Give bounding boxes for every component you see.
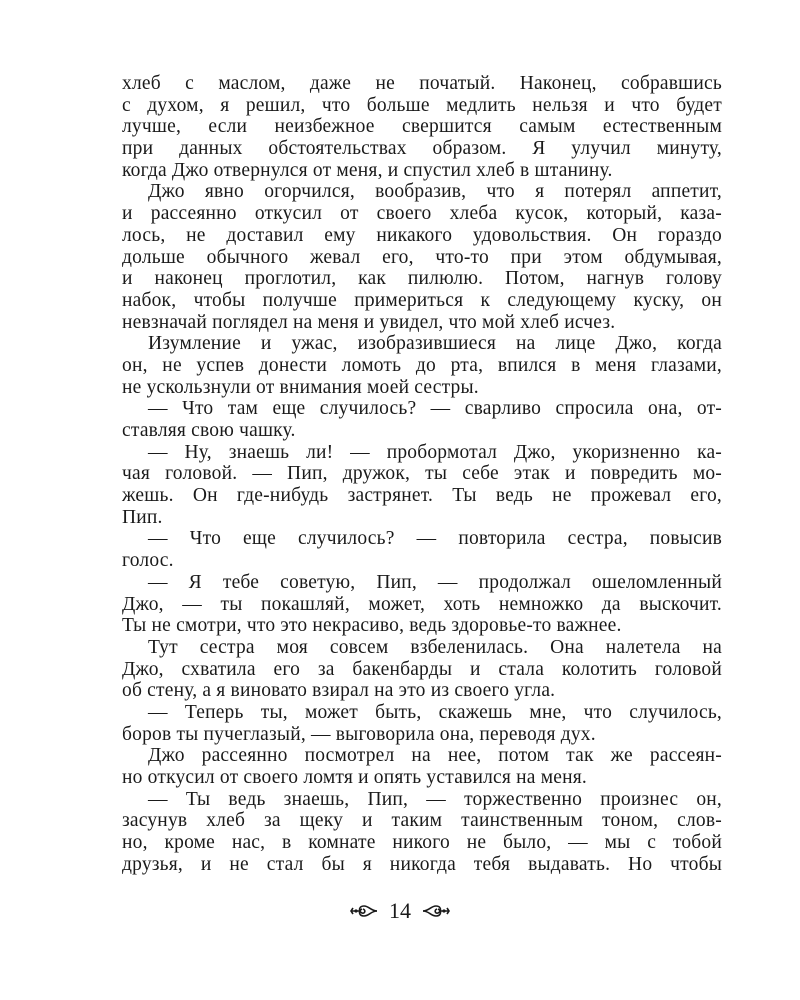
text-line: Пип. [122,506,163,528]
ornament-left-icon [349,902,379,920]
text-line: лось, не доставил ему никакого удовольствия. Он гораздо [122,224,722,246]
text-line: — Что еще случилось? — повторила сестра, повысив [148,528,722,550]
page-body [122,73,722,875]
text-line: Изумление и ужас, изобразившиеся на лице Джо, когда [148,333,722,355]
text-line: с духом, я решил, что больше медлить нельзя и что будет [122,94,722,116]
text-line: Ты не смотри, что это некрасиво, ведь здоровье-то важнее. [122,615,622,637]
text-line: — Я тебе советую, Пип, — продолжал ошеломленный [148,571,722,593]
text-line: но, кроме нас, в комнате никого не было, — мы с тобой [122,832,722,854]
ornament-right-icon [421,902,451,920]
text-line: дольше обычного жевал его, что-то при этом обдумывая, [122,246,722,268]
text-line: но откусил от своего ломтя и опять уставился на меня. [122,767,587,788]
text-line: чая головой. — Пип, дружок, ты себе этак и повредить мо- [122,463,722,485]
text-line: — Что там еще случилось? — сварливо спросила она, от- [148,398,722,420]
text-line: жешь. Он где-нибудь застрянет. Ты ведь не прожевал его, [122,485,722,507]
text-line: голос. [122,550,174,572]
text-line: Джо, — ты покашляй, может, хоть немножко да выскочит. [122,593,722,615]
text-line: об стену, а я виновато взирал на это из своего угла. [122,680,556,702]
text-line: лучше, если неизбежное свершится самым естественным [122,116,722,138]
text-line: — Ты ведь знаешь, Пип, — торжественно произнес он, [148,788,722,810]
text-line: Джо явно огорчился, вообразив, что я потерял аппетит, [148,181,722,203]
text-line: Джо рассеянно посмотрел на нее, потом так же рассеян- [148,745,722,767]
text-line: и наконец проглотил, как пилюлю. Потом, нагнув голову [122,268,722,290]
text-line: не ускользнули от внимания моей сестры. [122,376,479,398]
page-footer [0,898,800,924]
text-line: при данных обстоятельствах образом. Я улучил минуту, [122,138,722,160]
text-line: — Теперь ты, может быть, скажешь мне, что случилось, [148,701,722,723]
text-line: когда Джо отвернулся от меня, и спустил хлеб в штанину. [122,159,613,181]
text-line: Джо, схватила его за бакенбарды и стала колотить головой [122,658,722,680]
text-line: друзья, и не стал бы я никогда тебя выдавать. Но чтобы [122,853,722,875]
text-line: боров ты пучеглазый, — выговорила она, переводя дух. [122,723,596,745]
text-line: Тут сестра моя совсем взбеленилась. Она налетела на [148,636,722,658]
page-number: 14 [389,898,411,923]
text-line: невзначай поглядел на меня и увидел, что мой хлеб исчез. [122,311,616,333]
text-line: и рассеянно откусил от своего хлеба кусок, который, каза- [122,203,722,225]
text-line: он, не успев донести ломоть до рта, впился в меня глазами, [122,354,722,376]
text-line: — Ну, знаешь ли! — пробормотал Джо, укоризненно ка- [148,441,722,463]
text-line: набок, чтобы получше примериться к следующему куску, он [122,289,722,311]
text-line: ставляя свою чашку. [122,420,296,441]
text-line: засунув хлеб за щеку и таким таинственным тоном, слов- [122,810,722,832]
text-line: хлеб с маслом, даже не початый. Наконец, собравшись [122,73,722,94]
